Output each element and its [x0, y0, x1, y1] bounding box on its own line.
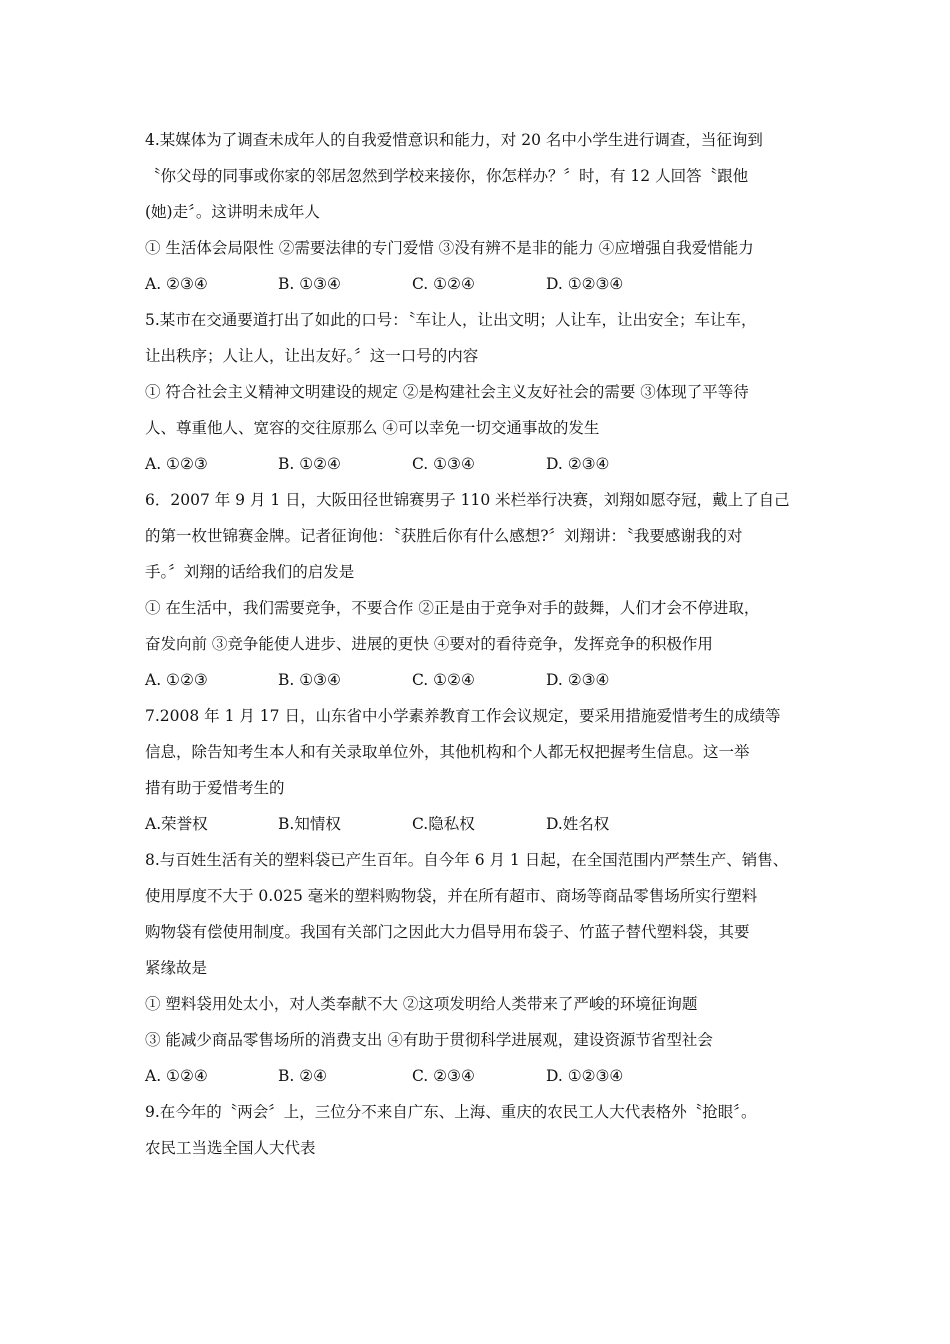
option-b: B.知情权	[278, 815, 341, 833]
question-text-line: 让出秩序；人让人，让出友好。〞这一口号的内容	[145, 347, 479, 365]
option-c: C.隐私权	[412, 815, 475, 833]
question-9	[145, 1094, 825, 1166]
option-b: B. ①②④	[278, 455, 341, 473]
question-5	[145, 302, 825, 482]
question-text-line: 7.2008 年 1 月 17 日，山东省中小学素养教育工作会议规定，要采用措施爱惜考生的成绩等	[145, 707, 781, 725]
question-8	[145, 842, 825, 1094]
statement-line: ③ 能减少商品零售场所的消费支出 ④有助于贯彻科学进展观，建设资源节省型社会	[145, 1031, 713, 1049]
question-text-line: 8.与百姓生活有关的塑料袋已产生百年。自今年 6 月 1 日起，在全国范围内严禁生产、销售、	[145, 851, 789, 869]
question-text-line: 6．2007 年 9 月 1 日，大阪田径世锦赛男子 110 米栏举行决赛，刘翔如愿夺冠，戴上了自己	[145, 491, 790, 509]
option-a: A. ①②③	[145, 455, 208, 473]
question-7	[145, 698, 825, 842]
answer-options	[145, 806, 825, 842]
option-c: C. ①②④	[412, 275, 475, 293]
statement-line: ① 符合社会主义精神文明建设的规定 ②是构建社会主义友好社会的需要 ③体现了平等待	[145, 383, 749, 401]
question-text-line: 9.在今年的〝两会〞上，三位分不来自广东、上海、重庆的农民工人大代表格外〝抢眼〞。	[145, 1103, 757, 1121]
option-b: B. ②④	[278, 1067, 328, 1085]
answer-options	[145, 1058, 825, 1094]
option-a: A.荣誉权	[145, 815, 208, 833]
option-c: C. ①③④	[412, 455, 475, 473]
option-d: D. ②③④	[546, 455, 610, 473]
question-6	[145, 482, 825, 698]
option-d: D. ②③④	[546, 671, 610, 689]
option-b: B. ①③④	[278, 671, 341, 689]
question-text-line: 措有助于爱惜考生的	[145, 779, 285, 797]
option-d: D. ①②③④	[546, 275, 624, 293]
statement-line: 人、尊重他人、宽容的交往原那么 ④可以幸免一切交通事故的发生	[145, 419, 600, 437]
question-list	[145, 122, 825, 1166]
statement-line: 奋发向前 ③竞争能使人进步、进展的更快 ④要对的看待竞争，发挥竞争的积极作用	[145, 635, 713, 653]
question-text-line: 信息，除告知考生本人和有关录取单位外，其他机构和个人都无权把握考生信息。这一举	[145, 743, 750, 761]
question-text-line: 的第一枚世锦赛金牌。记者征询他：〝获胜后你有什么感想?〞刘翔讲：〝我要感谢我的对	[145, 527, 743, 545]
answer-options	[145, 266, 825, 302]
question-text-line: 〝你父母的同事或你家的邻居忽然到学校来接你，你怎样办？〞时，有 12 人回答〝跟他	[145, 167, 749, 185]
option-a: A. ②③④	[145, 275, 208, 293]
question-text-line: (她)走〞。这讲明未成年人	[145, 203, 320, 221]
option-b: B. ①③④	[278, 275, 341, 293]
question-text-line: 农民工当选全国人大代表	[145, 1139, 316, 1157]
option-a: A. ①②④	[145, 1067, 208, 1085]
statement-line: ① 在生活中，我们需要竞争，不要合作 ②正是由于竞争对手的鼓舞，人们才会不停进取，	[145, 599, 760, 617]
option-c: C. ②③④	[412, 1067, 475, 1085]
option-a: A. ①②③	[145, 671, 208, 689]
question-4	[145, 122, 825, 302]
option-d: D. ①②③④	[546, 1067, 624, 1085]
option-c: C. ①②④	[412, 671, 475, 689]
option-d: D.姓名权	[546, 815, 610, 833]
answer-options	[145, 446, 825, 482]
question-text-line: 5.某市在交通要道打出了如此的口号：〝车让人，让出文明；人让车，让出安全；车让车，	[145, 311, 757, 329]
question-text-line: 紧缘故是	[145, 959, 208, 977]
question-text-line: 使用厚度不大于 0.025 毫米的塑料购物袋，并在所有超市、商场等商品零售场所实行塑料	[145, 887, 758, 905]
question-text-line: 4.某媒体为了调查未成年人的自我爱惜意识和能力，对 20 名中小学生进行调查，当征询到	[145, 131, 763, 149]
question-text-line: 购物袋有偿使用制度。我国有关部门之因此大力倡导用布袋子、竹蓝子替代塑料袋，其要	[145, 923, 750, 941]
question-text-line: 手。〞刘翔的话给我们的启发是	[145, 563, 355, 581]
statement-line: ① 生活体会局限性 ②需要法律的专门爱惜 ③没有辨不是非的能力 ④应增强自我爱惜能力	[145, 239, 754, 257]
statement-line: ① 塑料袋用处太小，对人类奉献不大 ②这项发明给人类带来了严峻的环境征询题	[145, 995, 698, 1013]
answer-options	[145, 662, 825, 698]
